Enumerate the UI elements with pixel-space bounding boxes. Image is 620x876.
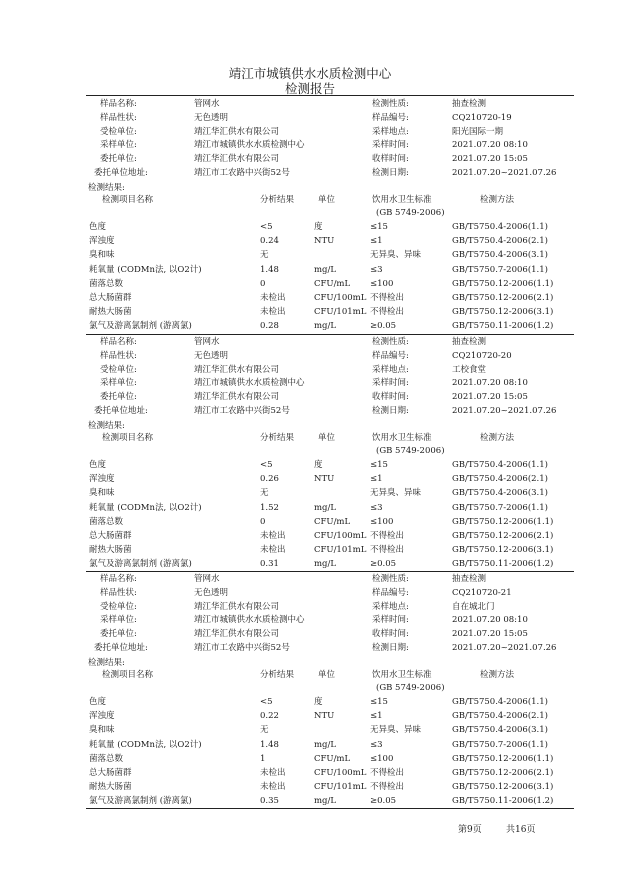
sample-no-value: CQ210720-20 [452, 350, 512, 361]
sampling-time-label: 采样时间: [372, 615, 409, 626]
result-method: GB/T5750.4-2006(3.1) [452, 488, 548, 499]
page-number: 第9页 [458, 825, 482, 835]
result-unit: 度 [314, 222, 323, 232]
sampling-time-value: 2021.07.20 08:10 [452, 615, 528, 626]
result-value: 未检出 [260, 545, 286, 556]
result-method: GB/T5750.12-2006(3.1) [452, 545, 554, 556]
result-method: GB/T5750.4-2006(3.1) [452, 725, 548, 736]
result-unit: NTU [314, 236, 335, 247]
result-value: 未检出 [260, 293, 286, 303]
result-value: 无 [260, 488, 269, 499]
result-standard: 不得检出 [370, 768, 405, 778]
result-method: GB/T5750.4-2006(1.1) [452, 460, 548, 470]
result-item-name: 菌落总数 [89, 516, 124, 527]
results-label: 检测结果: [88, 183, 125, 193]
sampling-site-value: 工校食堂 [452, 364, 487, 375]
result-standard: ≤100 [370, 753, 394, 764]
inspected-unit-label: 受检单位: [100, 126, 137, 137]
col-header-standard: 饮用水卫生标准 [372, 195, 432, 205]
result-standard: ≤3 [370, 739, 383, 750]
test-nature-value: 抽查检测 [452, 99, 487, 109]
col-header-method: 检测方法 [480, 195, 515, 205]
result-standard: 无异臭、异味 [370, 250, 422, 261]
sampling-time-label: 采样时间: [372, 378, 409, 389]
result-standard: 不得检出 [370, 293, 405, 303]
result-value: 无 [260, 725, 269, 736]
result-standard: ≤1 [370, 474, 383, 485]
result-item-name: 臭和味 [89, 488, 115, 499]
sampling-unit-value: 靖江市城镇供水水质检测中心 [194, 615, 305, 626]
result-standard: ≥0.05 [370, 559, 397, 570]
sample-name-label: 样品名称: [100, 99, 137, 109]
result-standard: ≥0.05 [370, 321, 397, 332]
result-method: GB/T5750.4-2006(3.1) [452, 250, 548, 261]
test-nature-label: 检测性质: [372, 337, 409, 347]
result-value: 1.52 [260, 502, 279, 513]
sample-name-value: 管网水 [194, 574, 220, 584]
result-value: 0.35 [260, 796, 279, 807]
result-method: GB/T5750.12-2006(2.1) [452, 293, 554, 303]
result-unit: CFU/mL [314, 516, 351, 527]
client-address-label: 委托单位地址: [94, 168, 148, 178]
report-title: 检测报告 [284, 81, 335, 96]
sample-character-label: 样品性状: [100, 112, 137, 123]
client-address-label: 委托单位地址: [94, 643, 148, 653]
result-method: GB/T5750.7-2006(1.1) [452, 739, 548, 750]
result-value: 0 [260, 278, 266, 289]
receive-time-value: 2021.07.20 15:05 [452, 154, 528, 165]
result-value: 0.22 [260, 711, 279, 722]
receive-time-label: 收样时间: [372, 629, 409, 640]
client-unit-label: 委托单位: [100, 629, 137, 640]
result-value: <5 [260, 697, 273, 707]
result-value: 未检出 [260, 531, 286, 541]
sample-character-label: 样品性状: [100, 587, 137, 598]
sampling-site-label: 采样地点: [372, 126, 409, 137]
result-unit: mg/L [314, 321, 337, 332]
client-unit-value: 靖江华汇供水有限公司 [194, 629, 280, 640]
result-method: GB/T5750.7-2006(1.1) [452, 502, 548, 513]
result-item-name: 氯气及游离氯制剂 (游离氯) [89, 796, 192, 807]
client-address-value: 靖江市工农路中兴街52号 [194, 406, 290, 416]
result-item-name: 菌落总数 [89, 278, 124, 289]
sample-no-value: CQ210720-21 [452, 587, 512, 598]
result-item-name: 耗氧量 (CODMn法, 以O2计) [89, 502, 202, 513]
receive-time-value: 2021.07.20 15:05 [452, 392, 528, 403]
result-method: GB/T5750.12-2006(2.1) [452, 531, 554, 541]
result-unit: CFU/101mL [314, 782, 367, 793]
result-unit: NTU [314, 711, 335, 722]
result-value: 1 [260, 753, 266, 764]
inspected-unit-label: 受检单位: [100, 601, 137, 612]
result-standard: ≤3 [370, 502, 383, 513]
col-header-standard-code: (GB 5749-2006) [376, 683, 445, 693]
client-unit-value: 靖江华汇供水有限公司 [194, 392, 280, 403]
result-method: GB/T5750.7-2006(1.1) [452, 264, 548, 275]
rule-top [86, 95, 574, 96]
result-value: 1.48 [260, 739, 279, 750]
result-item-name: 耗氧量 (CODMn法, 以O2计) [89, 739, 202, 750]
test-date-label: 检测日期: [372, 168, 409, 178]
sample-no-label: 样品编号: [372, 112, 409, 123]
col-header-unit: 单位 [318, 195, 336, 205]
result-item-name: 耐热大肠菌 [89, 782, 132, 793]
result-item-name: 色度 [89, 460, 107, 470]
result-unit: CFU/100mL [314, 768, 367, 778]
sample-name-label: 样品名称: [100, 337, 137, 347]
result-item-name: 臭和味 [89, 725, 115, 736]
results-label: 检测结果: [88, 658, 125, 668]
result-value: 0.31 [260, 559, 279, 570]
client-address-value: 靖江市工农路中兴街52号 [194, 643, 290, 653]
result-value: 未检出 [260, 307, 286, 318]
result-item-name: 臭和味 [89, 250, 115, 261]
result-unit: CFU/101mL [314, 307, 367, 318]
inspected-unit-value: 靖江华汇供水有限公司 [194, 364, 280, 375]
test-nature-value: 抽查检测 [452, 574, 487, 584]
result-unit: CFU/mL [314, 753, 351, 764]
client-address-label: 委托单位地址: [94, 406, 148, 416]
sampling-unit-value: 靖江市城镇供水水质检测中心 [194, 378, 305, 389]
test-date-value: 2021.07.20~2021.07.26 [452, 168, 557, 178]
result-standard: 不得检出 [370, 307, 405, 318]
result-unit: CFU/mL [314, 278, 351, 289]
test-nature-label: 检测性质: [372, 574, 409, 584]
result-standard: ≤100 [370, 516, 394, 527]
result-unit: NTU [314, 474, 335, 485]
result-method: GB/T5750.12-2006(2.1) [452, 768, 554, 778]
sampling-unit-value: 靖江市城镇供水水质检测中心 [194, 140, 305, 151]
col-header-standard-code: (GB 5749-2006) [376, 446, 445, 456]
result-item-name: 耗氧量 (CODMn法, 以O2计) [89, 264, 202, 275]
result-item-name: 菌落总数 [89, 753, 124, 764]
result-method: GB/T5750.4-2006(2.1) [452, 236, 548, 247]
result-unit: mg/L [314, 502, 337, 513]
sample-character-value: 无色透明 [194, 112, 229, 123]
result-standard: 不得检出 [370, 782, 405, 793]
sampling-unit-label: 采样单位: [100, 378, 137, 389]
page-total: 共16页 [506, 825, 536, 835]
result-value: 无 [260, 250, 269, 261]
result-item-name: 总大肠菌群 [89, 293, 132, 303]
client-unit-label: 委托单位: [100, 392, 137, 403]
sample-section [86, 336, 574, 574]
sampling-time-label: 采样时间: [372, 140, 409, 151]
result-item-name: 总大肠菌群 [89, 531, 132, 541]
result-method: GB/T5750.12-2006(1.1) [452, 278, 554, 289]
sample-character-value: 无色透明 [194, 587, 229, 598]
col-header-method: 检测方法 [480, 433, 515, 443]
result-method: GB/T5750.11-2006(1.2) [452, 559, 554, 570]
result-item-name: 色度 [89, 697, 107, 707]
result-item-name: 耐热大肠菌 [89, 545, 132, 556]
sampling-site-label: 采样地点: [372, 601, 409, 612]
sampling-site-label: 采样地点: [372, 364, 409, 375]
sample-no-label: 样品编号: [372, 587, 409, 598]
sample-section [86, 98, 574, 336]
result-method: GB/T5750.12-2006(3.1) [452, 782, 554, 793]
result-standard: ≤3 [370, 264, 383, 275]
test-date-value: 2021.07.20~2021.07.26 [452, 406, 557, 416]
result-standard: ≤15 [370, 222, 388, 232]
result-item-name: 浑浊度 [89, 236, 115, 247]
result-value: <5 [260, 222, 273, 232]
result-item-name: 总大肠菌群 [89, 768, 132, 778]
result-method: GB/T5750.11-2006(1.2) [452, 321, 554, 332]
col-header-item: 检测项目名称 [102, 433, 154, 443]
client-address-value: 靖江市工农路中兴街52号 [194, 168, 290, 178]
col-header-result: 分析结果 [260, 433, 295, 443]
result-value: 0.28 [260, 321, 279, 332]
result-value: 0.26 [260, 474, 279, 485]
sample-section [86, 573, 574, 811]
result-unit: mg/L [314, 739, 337, 750]
receive-time-label: 收样时间: [372, 392, 409, 403]
test-date-label: 检测日期: [372, 643, 409, 653]
result-unit: mg/L [314, 796, 337, 807]
sample-name-value: 管网水 [194, 99, 220, 109]
inspected-unit-value: 靖江华汇供水有限公司 [194, 126, 280, 137]
result-item-name: 色度 [89, 222, 107, 232]
result-standard: ≤15 [370, 460, 388, 470]
result-item-name: 氯气及游离氯制剂 (游离氯) [89, 321, 192, 332]
sample-character-value: 无色透明 [194, 350, 229, 361]
result-method: GB/T5750.4-2006(2.1) [452, 474, 548, 485]
receive-time-value: 2021.07.20 15:05 [452, 629, 528, 640]
inspected-unit-label: 受检单位: [100, 364, 137, 375]
sampling-unit-label: 采样单位: [100, 140, 137, 151]
result-unit: CFU/101mL [314, 545, 367, 556]
result-item-name: 氯气及游离氯制剂 (游离氯) [89, 559, 192, 570]
sampling-site-value: 阳光国际一期 [452, 126, 504, 137]
result-value: 0.24 [260, 236, 279, 247]
inspected-unit-value: 靖江华汇供水有限公司 [194, 601, 280, 612]
test-date-label: 检测日期: [372, 406, 409, 416]
result-method: GB/T5750.4-2006(1.1) [452, 222, 548, 232]
result-unit: 度 [314, 697, 323, 707]
sampling-time-value: 2021.07.20 08:10 [452, 378, 528, 389]
result-method: GB/T5750.11-2006(1.2) [452, 796, 554, 807]
col-header-result: 分析结果 [260, 195, 295, 205]
result-standard: ≤1 [370, 711, 383, 722]
result-item-name: 浑浊度 [89, 711, 115, 722]
sample-no-value: CQ210720-19 [452, 112, 512, 123]
result-item-name: 浑浊度 [89, 474, 115, 485]
receive-time-label: 收样时间: [372, 154, 409, 165]
result-standard: ≥0.05 [370, 796, 397, 807]
sampling-site-value: 自在城北门 [452, 601, 495, 612]
result-value: 1.48 [260, 264, 279, 275]
result-standard: 不得检出 [370, 531, 405, 541]
col-header-unit: 单位 [318, 433, 336, 443]
results-label: 检测结果: [88, 421, 125, 431]
result-method: GB/T5750.12-2006(3.1) [452, 307, 554, 318]
test-nature-value: 抽查检测 [452, 337, 487, 347]
result-method: GB/T5750.4-2006(1.1) [452, 697, 548, 707]
result-value: 0 [260, 516, 266, 527]
client-unit-value: 靖江华汇供水有限公司 [194, 154, 280, 165]
test-date-value: 2021.07.20~2021.07.26 [452, 643, 557, 653]
col-header-standard: 饮用水卫生标准 [372, 670, 432, 680]
result-standard: ≤15 [370, 697, 388, 707]
result-unit: CFU/100mL [314, 531, 367, 541]
col-header-standard: 饮用水卫生标准 [372, 433, 432, 443]
result-standard: 无异臭、异味 [370, 725, 422, 736]
col-header-unit: 单位 [318, 670, 336, 680]
col-header-standard-code: (GB 5749-2006) [376, 208, 445, 218]
sample-character-label: 样品性状: [100, 350, 137, 361]
result-item-name: 耐热大肠菌 [89, 307, 132, 318]
result-unit: 度 [314, 460, 323, 470]
sampling-unit-label: 采样单位: [100, 615, 137, 626]
result-standard: ≤100 [370, 278, 394, 289]
sample-name-label: 样品名称: [100, 574, 137, 584]
result-unit: CFU/100mL [314, 293, 367, 303]
result-value: 未检出 [260, 768, 286, 778]
result-standard: 无异臭、异味 [370, 488, 422, 499]
sample-name-value: 管网水 [194, 337, 220, 347]
result-standard: ≤1 [370, 236, 383, 247]
result-method: GB/T5750.12-2006(1.1) [452, 516, 554, 527]
result-method: GB/T5750.4-2006(2.1) [452, 711, 548, 722]
sampling-time-value: 2021.07.20 08:10 [452, 140, 528, 151]
sample-no-label: 样品编号: [372, 350, 409, 361]
result-value: <5 [260, 460, 273, 470]
col-header-method: 检测方法 [480, 670, 515, 680]
col-header-result: 分析结果 [260, 670, 295, 680]
result-value: 未检出 [260, 782, 286, 793]
col-header-item: 检测项目名称 [102, 670, 154, 680]
result-standard: 不得检出 [370, 545, 405, 556]
test-nature-label: 检测性质: [372, 99, 409, 109]
result-method: GB/T5750.12-2006(1.1) [452, 753, 554, 764]
result-unit: mg/L [314, 264, 337, 275]
result-unit: mg/L [314, 559, 337, 570]
client-unit-label: 委托单位: [100, 154, 137, 165]
col-header-item: 检测项目名称 [102, 195, 154, 205]
report-org-title: 靖江市城镇供水水质检测中心 [228, 66, 392, 81]
